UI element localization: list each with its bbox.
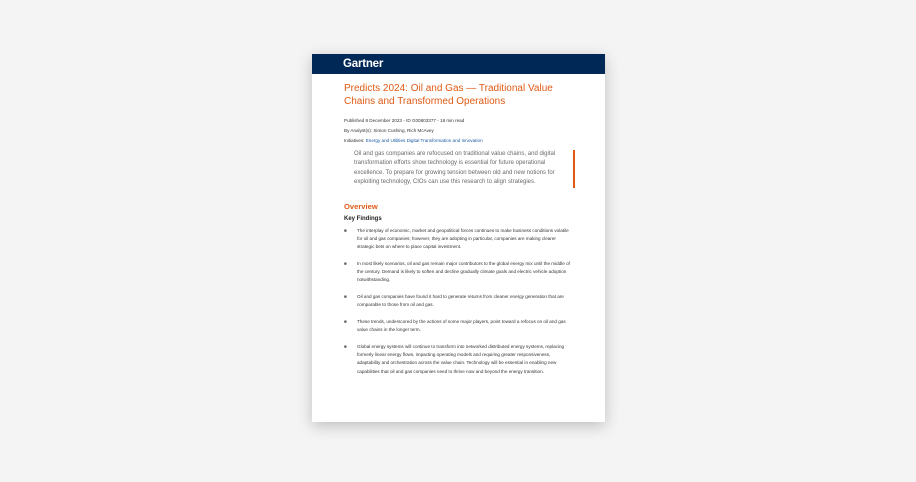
finding-text: These trends, underscored by the actions of some major players, point toward a refocus on oil and gas value chains in the longer term.	[357, 318, 566, 333]
list-item	[344, 318, 573, 335]
finding-text: Global energy systems will continue to transform into networked distributed energy systems, replacing formerly linear energy flows, impacting operating models and requiring greater responsiveness, adaptability and orchestration across the value chain. Technology will be essential in enabling new capabilities that oil and gas companies need to thrive now and beyond the energy transition.	[357, 343, 565, 374]
finding-text: Oil and gas companies have found it hard to generate returns from cleaner energy generation that are comparable to those from oil and gas.	[357, 294, 564, 308]
list-item	[344, 260, 573, 285]
document-content	[312, 74, 605, 376]
bullet-icon: ■	[344, 227, 347, 233]
key-findings-heading: Key Findings	[344, 215, 382, 222]
document-page	[312, 54, 605, 422]
finding-text: The interplay of economic, market and geopolitical forces continues to make business conditions volatile for oil and gas companies; however, they are adopting in particular, companies are making clearer strategic bets on where to place capital investment.	[357, 227, 569, 250]
summary-callout	[354, 150, 575, 188]
masthead	[312, 54, 605, 74]
initiatives-link[interactable]: Energy and Utilities Digital Transformation and Innovation	[365, 138, 483, 143]
bullet-icon: ■	[344, 318, 347, 324]
initiatives-label: Initiatives:	[344, 138, 365, 143]
summary-accent-bar	[573, 150, 575, 188]
list-item	[344, 227, 573, 252]
analysts: By Analyst(s): Simon Cushing, Rich McAvey	[344, 128, 434, 133]
finding-text: In most likely scenarios, oil and gas remain major contributors to the global energy mix until the middle of the century. Demand is likely to soften and decline gradually climate goals and electric vehicle adoption notwithstanding.	[357, 260, 570, 283]
bullet-icon: ■	[344, 343, 347, 349]
published-info: Published 8 December 2023 - ID G00803377 - 18 min read	[344, 118, 465, 123]
list-item	[344, 293, 573, 310]
initiatives	[344, 138, 573, 144]
bullet-icon: ■	[344, 260, 347, 266]
summary-text: Oil and gas companies are refocused on traditional value chains, and digital transformation efforts show technology is essential for future operational excellence. To prepare for growing tension between old and new notions for exploiting technology, CIOs can use this research to align strategies.	[354, 151, 556, 186]
document-title: Predicts 2024: Oil and Gas — Traditional Value Chains and Transformed Operations	[344, 83, 553, 107]
gartner-logo[interactable]: Gartner	[343, 58, 384, 70]
bullet-icon: ■	[344, 294, 347, 299]
overview-heading: Overview	[344, 201, 378, 211]
key-findings-list	[344, 227, 573, 376]
list-item	[344, 343, 573, 376]
